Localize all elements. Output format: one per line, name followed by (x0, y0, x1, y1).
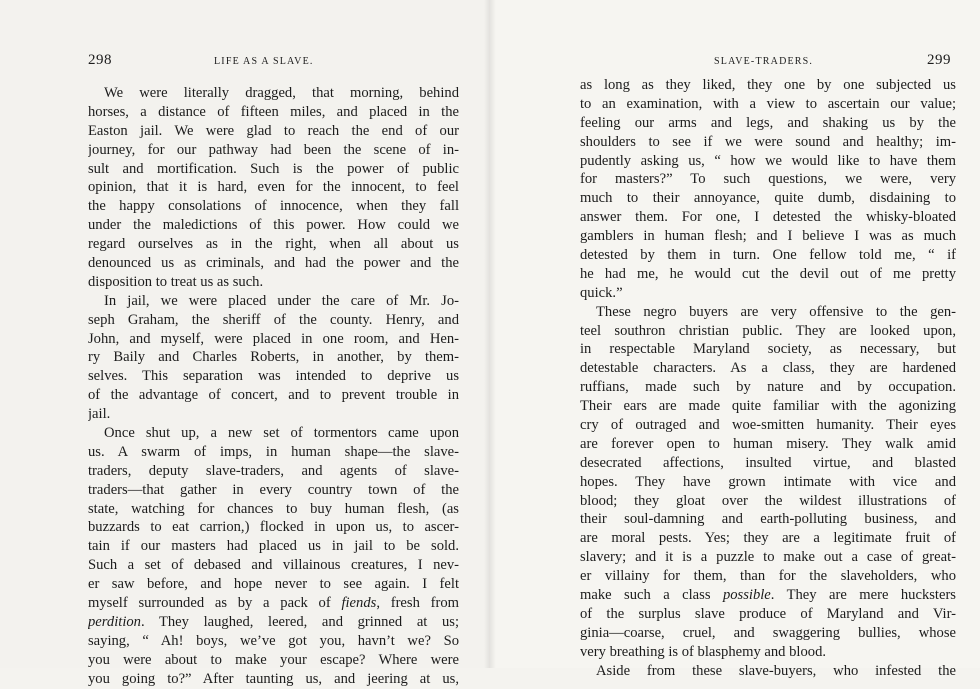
text-line-content: Aside from these slave-buyers, who infested the (596, 662, 956, 679)
text-line (88, 405, 459, 424)
text-line (88, 632, 459, 651)
text-line-content: slavery; and it is a puzzle to make out a case of great- (580, 549, 956, 566)
text-line (88, 518, 459, 537)
left-page (0, 0, 490, 687)
text-line-content: he had me, he would cut the devil out of me pretty (580, 265, 956, 282)
text-line-content: much to their annoyance, quite dumb, disdaining to (580, 190, 956, 207)
text-line (88, 556, 459, 575)
text-line-content: of the advantage of concert, and to prevent trouble in (88, 387, 459, 404)
italic-word: fiends (341, 595, 377, 612)
text-line-content: are forever open to human misery. They walk amid (580, 435, 956, 452)
text-line-content: jail. (88, 406, 111, 423)
text-line-content: teel southron christian public. They are looked upon, (580, 322, 956, 339)
text-line (580, 340, 956, 359)
text-line (580, 397, 956, 416)
right-running-head: SLAVE-TRADERS. (714, 56, 814, 67)
text-line (580, 170, 956, 189)
left-page-number: 298 (88, 52, 112, 68)
text-line-content: feeling our arms and legs, and shaking us by the (580, 114, 956, 131)
text-line (580, 189, 956, 208)
text-line-content: traders, deputy slave-traders, and agents of slave- (88, 462, 459, 479)
text-line-content-after: . They are mere hucksters (770, 587, 956, 604)
text-line (88, 481, 459, 500)
text-line-content: ginia—coarse, cruel, and swaggering bullies, whose (580, 624, 956, 641)
text-line (88, 178, 459, 197)
text-line (580, 303, 956, 322)
right-body-text (580, 76, 956, 681)
text-line (580, 416, 956, 435)
text-line (580, 114, 956, 133)
text-line-content: sult and mortification. Such is the power of public (88, 160, 459, 177)
text-line (580, 76, 956, 95)
text-line (580, 473, 956, 492)
text-line-content: detested by them in turn. One fellow told me, “ if (580, 247, 956, 264)
text-line (580, 529, 956, 548)
text-line-content: make such a class (580, 587, 723, 604)
text-line (580, 435, 956, 454)
text-line (580, 284, 956, 303)
text-line (88, 103, 459, 122)
text-line-content: very breathing is of blasphemy and blood. (580, 643, 827, 660)
text-line (88, 575, 459, 594)
text-line (88, 537, 459, 556)
text-line-content: tain if our masters had placed us in jail to be sold. (88, 538, 459, 555)
text-line-content: er saw before, and hope never to see again. I felt (88, 576, 459, 593)
text-line-content: gamblers in human flesh; and I believe I was as much (580, 228, 956, 245)
text-line (88, 311, 459, 330)
text-line (580, 95, 956, 114)
text-line-content: you were about to make your escape? Where were (88, 651, 459, 668)
text-line-content: We were literally dragged, that morning, behind (104, 85, 459, 101)
text-line-content: disposition to treat us as such. (88, 273, 264, 290)
text-line-content: us. A swarm of imps, in human shape—the slave- (88, 443, 459, 460)
text-line-content-after: , fresh from (376, 595, 459, 612)
text-line-content: detestable characters. As a class, they are hardened (580, 360, 956, 377)
text-line-content: their soul-damning and earth-polluting business, and (580, 511, 956, 528)
text-line (580, 643, 956, 662)
text-line (88, 367, 459, 386)
text-line (580, 133, 956, 152)
text-line (88, 670, 459, 689)
text-line (88, 273, 459, 292)
italic-word: possible (722, 587, 771, 604)
text-line (580, 454, 956, 473)
text-line (88, 122, 459, 141)
text-line-content: er villainy for them, than for the slaveholders, who (580, 568, 956, 585)
text-line (88, 443, 459, 462)
text-line-content: myself surrounded as by a pack of (88, 595, 342, 612)
text-line (580, 208, 956, 227)
left-body-text (88, 84, 459, 689)
text-line (580, 662, 956, 681)
text-line (580, 586, 956, 605)
text-line-content: are moral pests. Yes; they are a legitimate fruit of (580, 530, 956, 547)
book-gutter (484, 0, 496, 668)
text-line (580, 246, 956, 265)
text-line (88, 197, 459, 216)
italic-word: perdition (88, 613, 141, 630)
text-line-content: saying, “ Ah! boys, we’ve got you, havn’t we? So (88, 632, 459, 649)
text-line-content: state, watching for chances to buy human flesh, (as (88, 500, 459, 517)
text-line-content: to an examination, with a view to ascertain our value; (580, 95, 956, 112)
text-line (88, 348, 459, 367)
text-line-content: traders—that gather in every country town of the (88, 481, 459, 498)
text-line-content: opinion, that it is hard, even for the innocent, to feel (88, 179, 459, 196)
text-line (88, 462, 459, 481)
text-line-content: Easton jail. We were glad to reach the end of our (88, 122, 459, 139)
text-line-content: Such a set of debased and villainous creatures, I nev- (88, 557, 459, 574)
right-page-number: 299 (927, 52, 951, 68)
text-line (88, 141, 459, 160)
text-line-content: John, and myself, were placed in one room, and Hen- (88, 330, 459, 347)
text-line-content: Their ears are made quite familiar with the agonizing (580, 398, 956, 415)
text-line-content: for masters?” To such questions, we were, very (580, 171, 956, 188)
text-line (88, 292, 459, 311)
text-line (580, 567, 956, 586)
text-line-content: as long as they liked, they one by one subjected us (580, 77, 956, 93)
text-line-content: denounced us as criminals, and had the power and the (88, 255, 459, 272)
text-line-content: answer them. For one, I detested the whisky-bloated (580, 209, 956, 226)
text-line (88, 424, 459, 443)
text-line (580, 359, 956, 378)
text-line (580, 152, 956, 171)
text-line (88, 651, 459, 670)
text-line-content: journey, for our pathway had been the scene of in- (88, 141, 459, 158)
text-line (88, 160, 459, 179)
text-line-content: selves. This separation was intended to deprive us (88, 368, 459, 385)
text-line-content: Once shut up, a new set of tormentors came upon (104, 425, 459, 442)
text-line (88, 235, 459, 254)
text-line-content: in respectable Maryland society, as necessary, but (580, 341, 956, 358)
text-line (580, 548, 956, 567)
left-running-head: LIFE AS A SLAVE. (214, 56, 314, 67)
text-line-content: quick.” (580, 284, 623, 301)
text-line (88, 594, 459, 613)
text-line (580, 510, 956, 529)
text-line-content: seph Graham, the sheriff of the county. Henry, and (88, 311, 459, 328)
text-line-content: hopes. They have grown intimate with vice and (580, 473, 956, 490)
text-line-content: In jail, we were placed under the care of Mr. Jo- (104, 292, 459, 309)
text-line-content: of the surplus slave produce of Maryland and Vir- (580, 605, 956, 622)
text-line (580, 492, 956, 511)
text-line-content: pudently asking us, “ how we would like to have them (580, 152, 956, 169)
text-line (580, 322, 956, 341)
text-line-content: horses, a distance of fifteen miles, and placed in the (88, 103, 459, 120)
text-line-content: you going to?” After taunting us, and jeering at us, (88, 670, 459, 687)
text-line-content: under the maledictions of this power. How could we (88, 217, 459, 234)
text-line-content: regard ourselves as in the right, when all about us (88, 236, 459, 253)
text-line (88, 330, 459, 349)
text-line-content-after: . They laughed, leered, and grinned at us; (140, 613, 459, 630)
text-line-content: cry of outraged and woe-smitten humanity. Their eyes (580, 417, 956, 434)
text-line (88, 386, 459, 405)
right-page (490, 0, 980, 679)
text-line-content: blood; they gloat over the wildest illustrations of (580, 492, 956, 509)
text-line (88, 216, 459, 235)
text-line-content: the happy consolations of innocence, when they fall (88, 198, 459, 215)
text-line-content: ruffians, made such by nature and by occupation. (580, 379, 956, 396)
text-line-content: These negro buyers are very offensive to the gen- (596, 303, 956, 320)
text-line (580, 227, 956, 246)
text-line-content: ry Baily and Charles Roberts, in another, by them- (88, 349, 459, 366)
text-line-content: desecrated affections, insulted virtue, and blasted (580, 454, 956, 471)
text-line (88, 613, 459, 632)
text-line (88, 500, 459, 519)
text-line (580, 624, 956, 643)
text-line (88, 84, 459, 103)
text-line (580, 265, 956, 284)
text-line-content: buzzards to eat carrion,) flocked in upon us, to ascer- (88, 519, 459, 536)
text-line (88, 254, 459, 273)
text-line-content: shoulders to see if we were sound and healthy; im- (580, 133, 956, 150)
text-line (580, 605, 956, 624)
text-line (580, 378, 956, 397)
